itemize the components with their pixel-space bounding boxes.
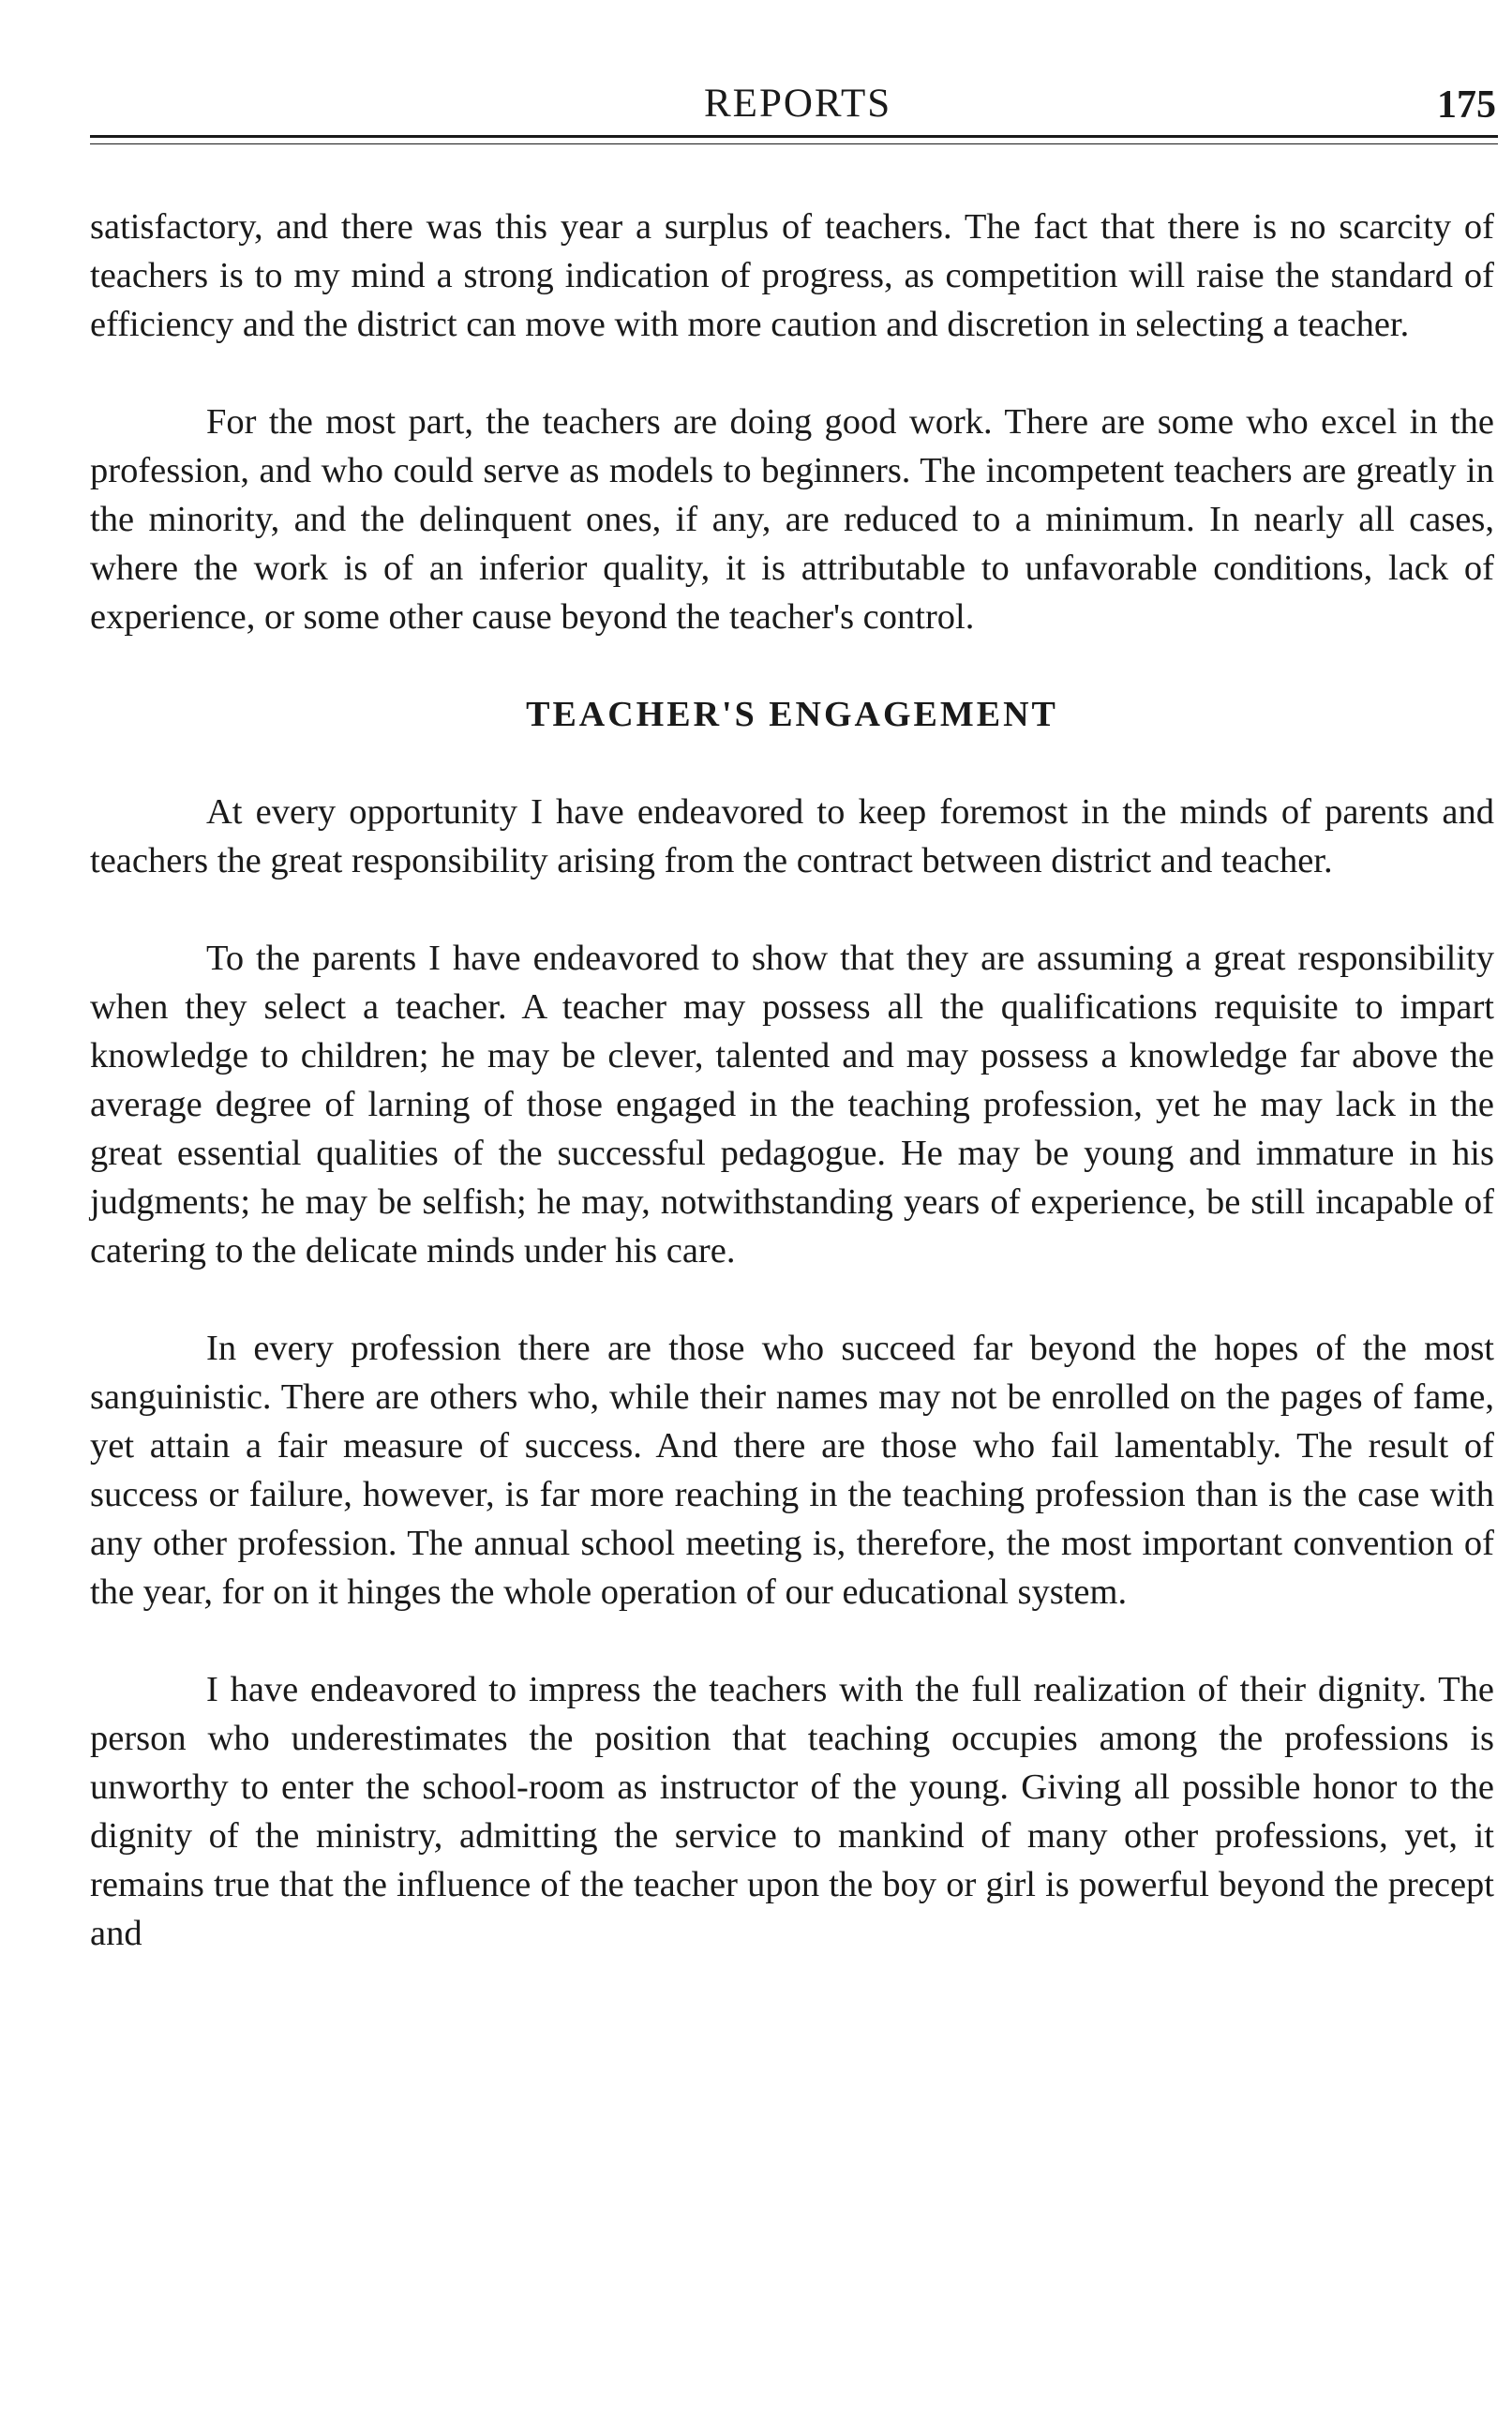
paragraph-continued: satisfactory, and there was this year a surplus of teachers. The fact that there is no scarcity of teachers is to my mind a strong indication of progress, as competition will raise the standard of efficiency and the district can move with more caution and discretion in selecting a teacher. xyxy=(90,207,1494,344)
header-rule-thin xyxy=(90,143,1498,144)
paragraph-every-profession: In every profession there are those who succeed far beyond the hopes of the most sanguinistic. There are others who, while their names may not be enrolled on the pages of fame, yet attain a fair measure of success. And there are those who fail lamentably. The result of success or failure, however, is far more reaching in the teaching profession than is the case with any other profession. The annual school meeting is, therefore, the most important convention of the year, for on it hinges the whole operation of our educational system. xyxy=(90,1329,1494,1612)
paragraph-parents: To the parents I have endeavored to show that they are assuming a great responsibility when they select a teacher. A teacher may possess all the qualifications requisite to impart knowledge to children; he may be clever, talented and may possess a knowledge far above the average degree of larning of those engaged in the teaching profession, yet he may lack in the great essential qualities of the successful pedagogue. He may be young and immature in his judgments; he may be selfish; he may, notwithstanding years of experience, be still incapable of catering to the delicate minds under his care. xyxy=(90,939,1494,1271)
header-rule-thick xyxy=(90,135,1498,138)
running-title: REPORTS xyxy=(704,82,892,126)
paragraph-teachers-work: For the most part, the teachers are doing good work. There are some who excel in the profession, and who could serve as models to beginners. The incompetent teachers are greatly in the minority, and the delinquent ones, if any, are reduced to a minimum. In nearly all cases, where the work is of an inferior quality, it is attributable to unfavorable conditions, lack of experience, or some other cause beyond the teacher's control. xyxy=(90,402,1494,637)
running-head xyxy=(90,75,1496,131)
paragraph-dignity: I have endeavored to impress the teachers with the full realization of their dignity. The person who underestimates the position that teaching occupies among the professions is unworthy to enter the school-room as instructor of the young. Giving all possible honor to the dignity of the ministry, admitting the service to mankind of many other professions, yet, it remains true that the influence of the teacher upon the boy or girl is powerful beyond the precept and xyxy=(90,1670,1494,1953)
paragraph-opportunity: At every opportunity I have endeavored to keep foremost in the minds of parents and teachers the great responsibility arising from the contract between district and teacher. xyxy=(90,792,1494,880)
section-heading: TEACHER'S ENGAGEMENT xyxy=(526,695,1058,734)
body-text xyxy=(90,203,1494,1958)
page-number: 175 xyxy=(1437,83,1496,127)
